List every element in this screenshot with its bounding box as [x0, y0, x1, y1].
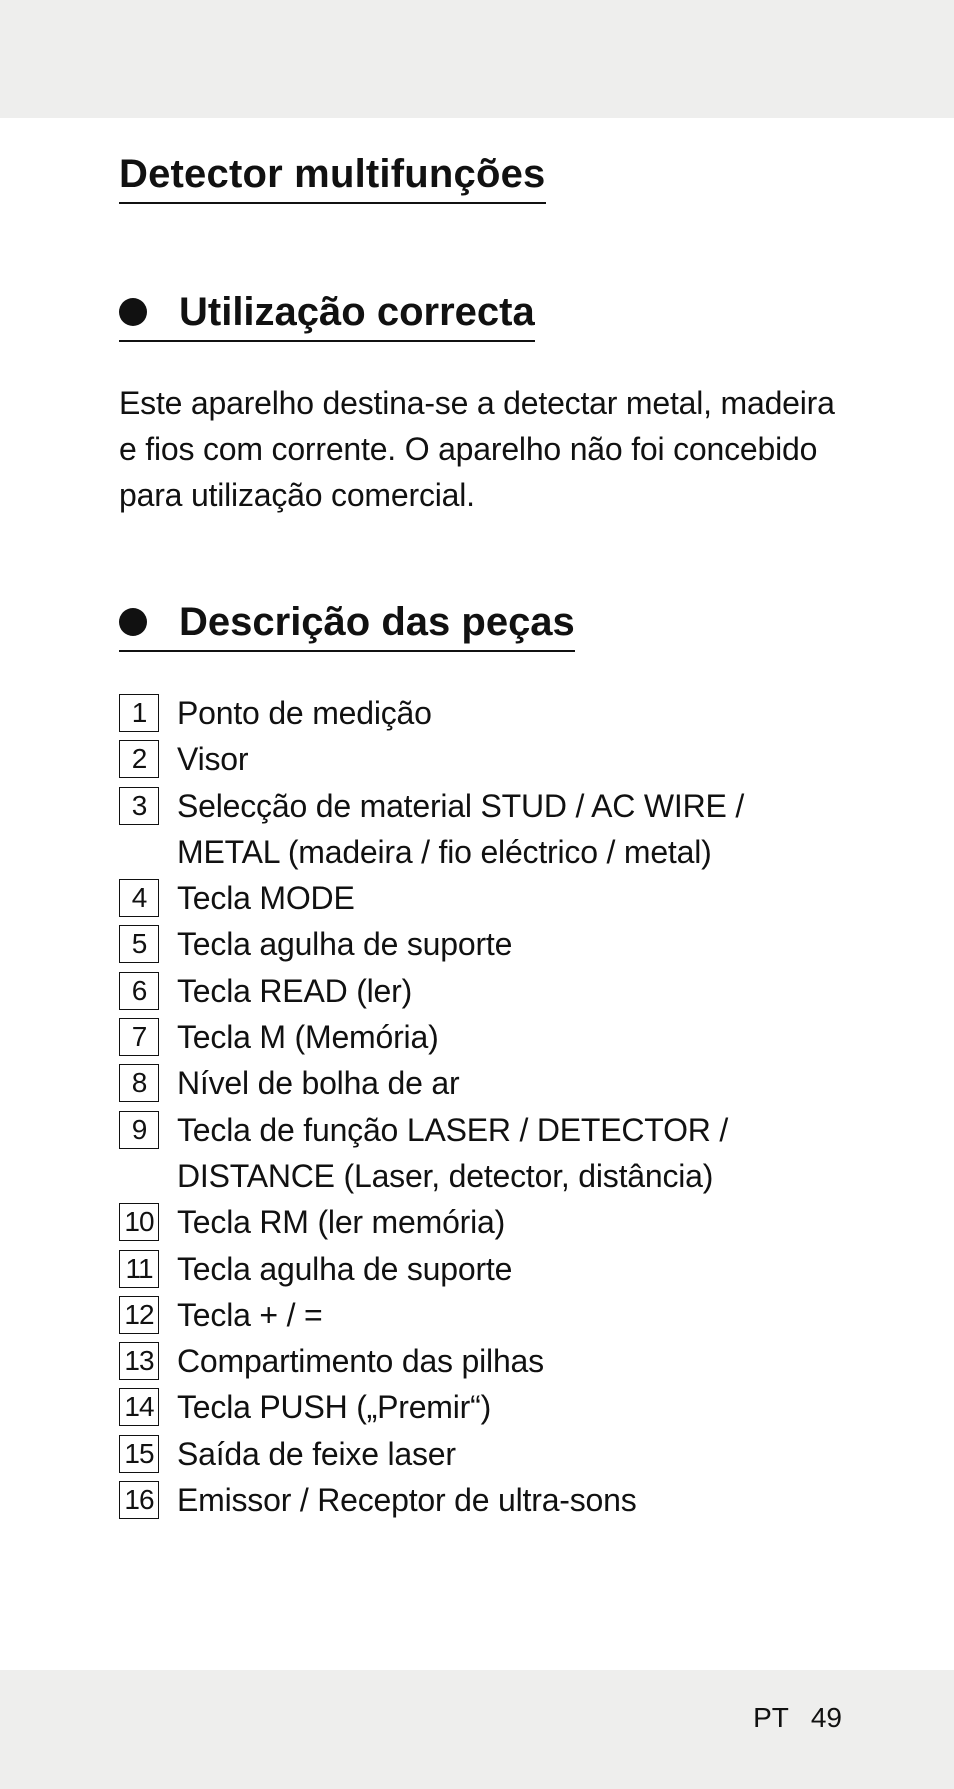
- list-item: [119, 1431, 854, 1477]
- list-item: [119, 875, 854, 921]
- intended-use-text: Este aparelho destina-se a detectar metal, madeira e fios com corrente. O aparelho não foi concebido para utilização comercial.: [119, 385, 835, 513]
- parts-heading: [119, 596, 575, 652]
- list-item: [119, 1014, 854, 1060]
- part-label: Tecla M (Memória): [177, 1019, 439, 1056]
- part-label: Tecla de função LASER / DETECTOR / DISTANCE (Laser, detector, distância): [177, 1111, 729, 1194]
- bullet-icon: [119, 608, 147, 636]
- part-label: Selecção de material STUD / AC WIRE / METAL (madeira / fio eléctrico / metal): [177, 787, 745, 870]
- list-item: [119, 968, 854, 1014]
- intended-use-heading: [119, 286, 535, 342]
- page-footer: [753, 1700, 842, 1736]
- part-number: 12: [119, 1296, 159, 1334]
- part-label: Tecla PUSH („Premir“): [177, 1389, 492, 1426]
- part-number: 14: [119, 1388, 159, 1426]
- part-number: 10: [119, 1203, 159, 1241]
- bullet-icon: [119, 298, 147, 326]
- list-item: [119, 1477, 854, 1523]
- intended-use-section: [119, 204, 854, 342]
- list-item: [119, 1246, 854, 1292]
- list-item: [119, 1292, 854, 1338]
- list-item: [119, 921, 854, 967]
- list-item: [119, 1338, 854, 1384]
- document-title: Detector multifunções: [119, 148, 546, 204]
- list-item: [119, 736, 854, 782]
- list-item: [119, 690, 854, 736]
- part-number: 11: [119, 1250, 159, 1288]
- list-item: [119, 783, 854, 876]
- list-item: [119, 1384, 854, 1430]
- part-label: Ponto de medição: [177, 695, 432, 731]
- part-label: Nível de bolha de ar: [177, 1065, 460, 1102]
- parts-list: [119, 690, 854, 1523]
- part-label: Tecla + / =: [177, 1296, 323, 1333]
- part-label: Tecla agulha de suporte: [177, 1250, 513, 1287]
- part-number: 1: [119, 694, 159, 732]
- list-item: [119, 1199, 854, 1245]
- language-code: PT: [753, 1702, 789, 1733]
- part-label: Visor: [177, 741, 249, 778]
- header-band: [0, 0, 954, 118]
- part-number: 5: [119, 925, 159, 963]
- part-number: 13: [119, 1342, 159, 1380]
- parts-section: [119, 518, 854, 652]
- part-number: 16: [119, 1481, 159, 1519]
- list-item: [119, 1060, 854, 1106]
- part-number: 4: [119, 879, 159, 917]
- part-number: 6: [119, 972, 159, 1010]
- list-item: [119, 1107, 854, 1200]
- part-label: Tecla MODE: [177, 880, 355, 917]
- part-number: 8: [119, 1064, 159, 1102]
- part-label: Emissor / Receptor de ultra-sons: [177, 1482, 637, 1519]
- page-content: [119, 148, 854, 1523]
- part-number: 2: [119, 740, 159, 778]
- parts-heading-text: Descrição das peças: [179, 600, 575, 644]
- part-number: 7: [119, 1018, 159, 1056]
- part-label: Tecla READ (ler): [177, 972, 413, 1009]
- part-label: Tecla RM (ler memória): [177, 1204, 506, 1241]
- intended-use-heading-text: Utilização correcta: [179, 290, 535, 334]
- part-number: 3: [119, 787, 159, 825]
- page-number: 49: [810, 1702, 842, 1733]
- part-number: 15: [119, 1435, 159, 1473]
- part-label: Saída de feixe laser: [177, 1435, 456, 1472]
- part-label: Compartimento das pilhas: [177, 1343, 544, 1380]
- part-number: 9: [119, 1111, 159, 1149]
- part-label: Tecla agulha de suporte: [177, 926, 513, 963]
